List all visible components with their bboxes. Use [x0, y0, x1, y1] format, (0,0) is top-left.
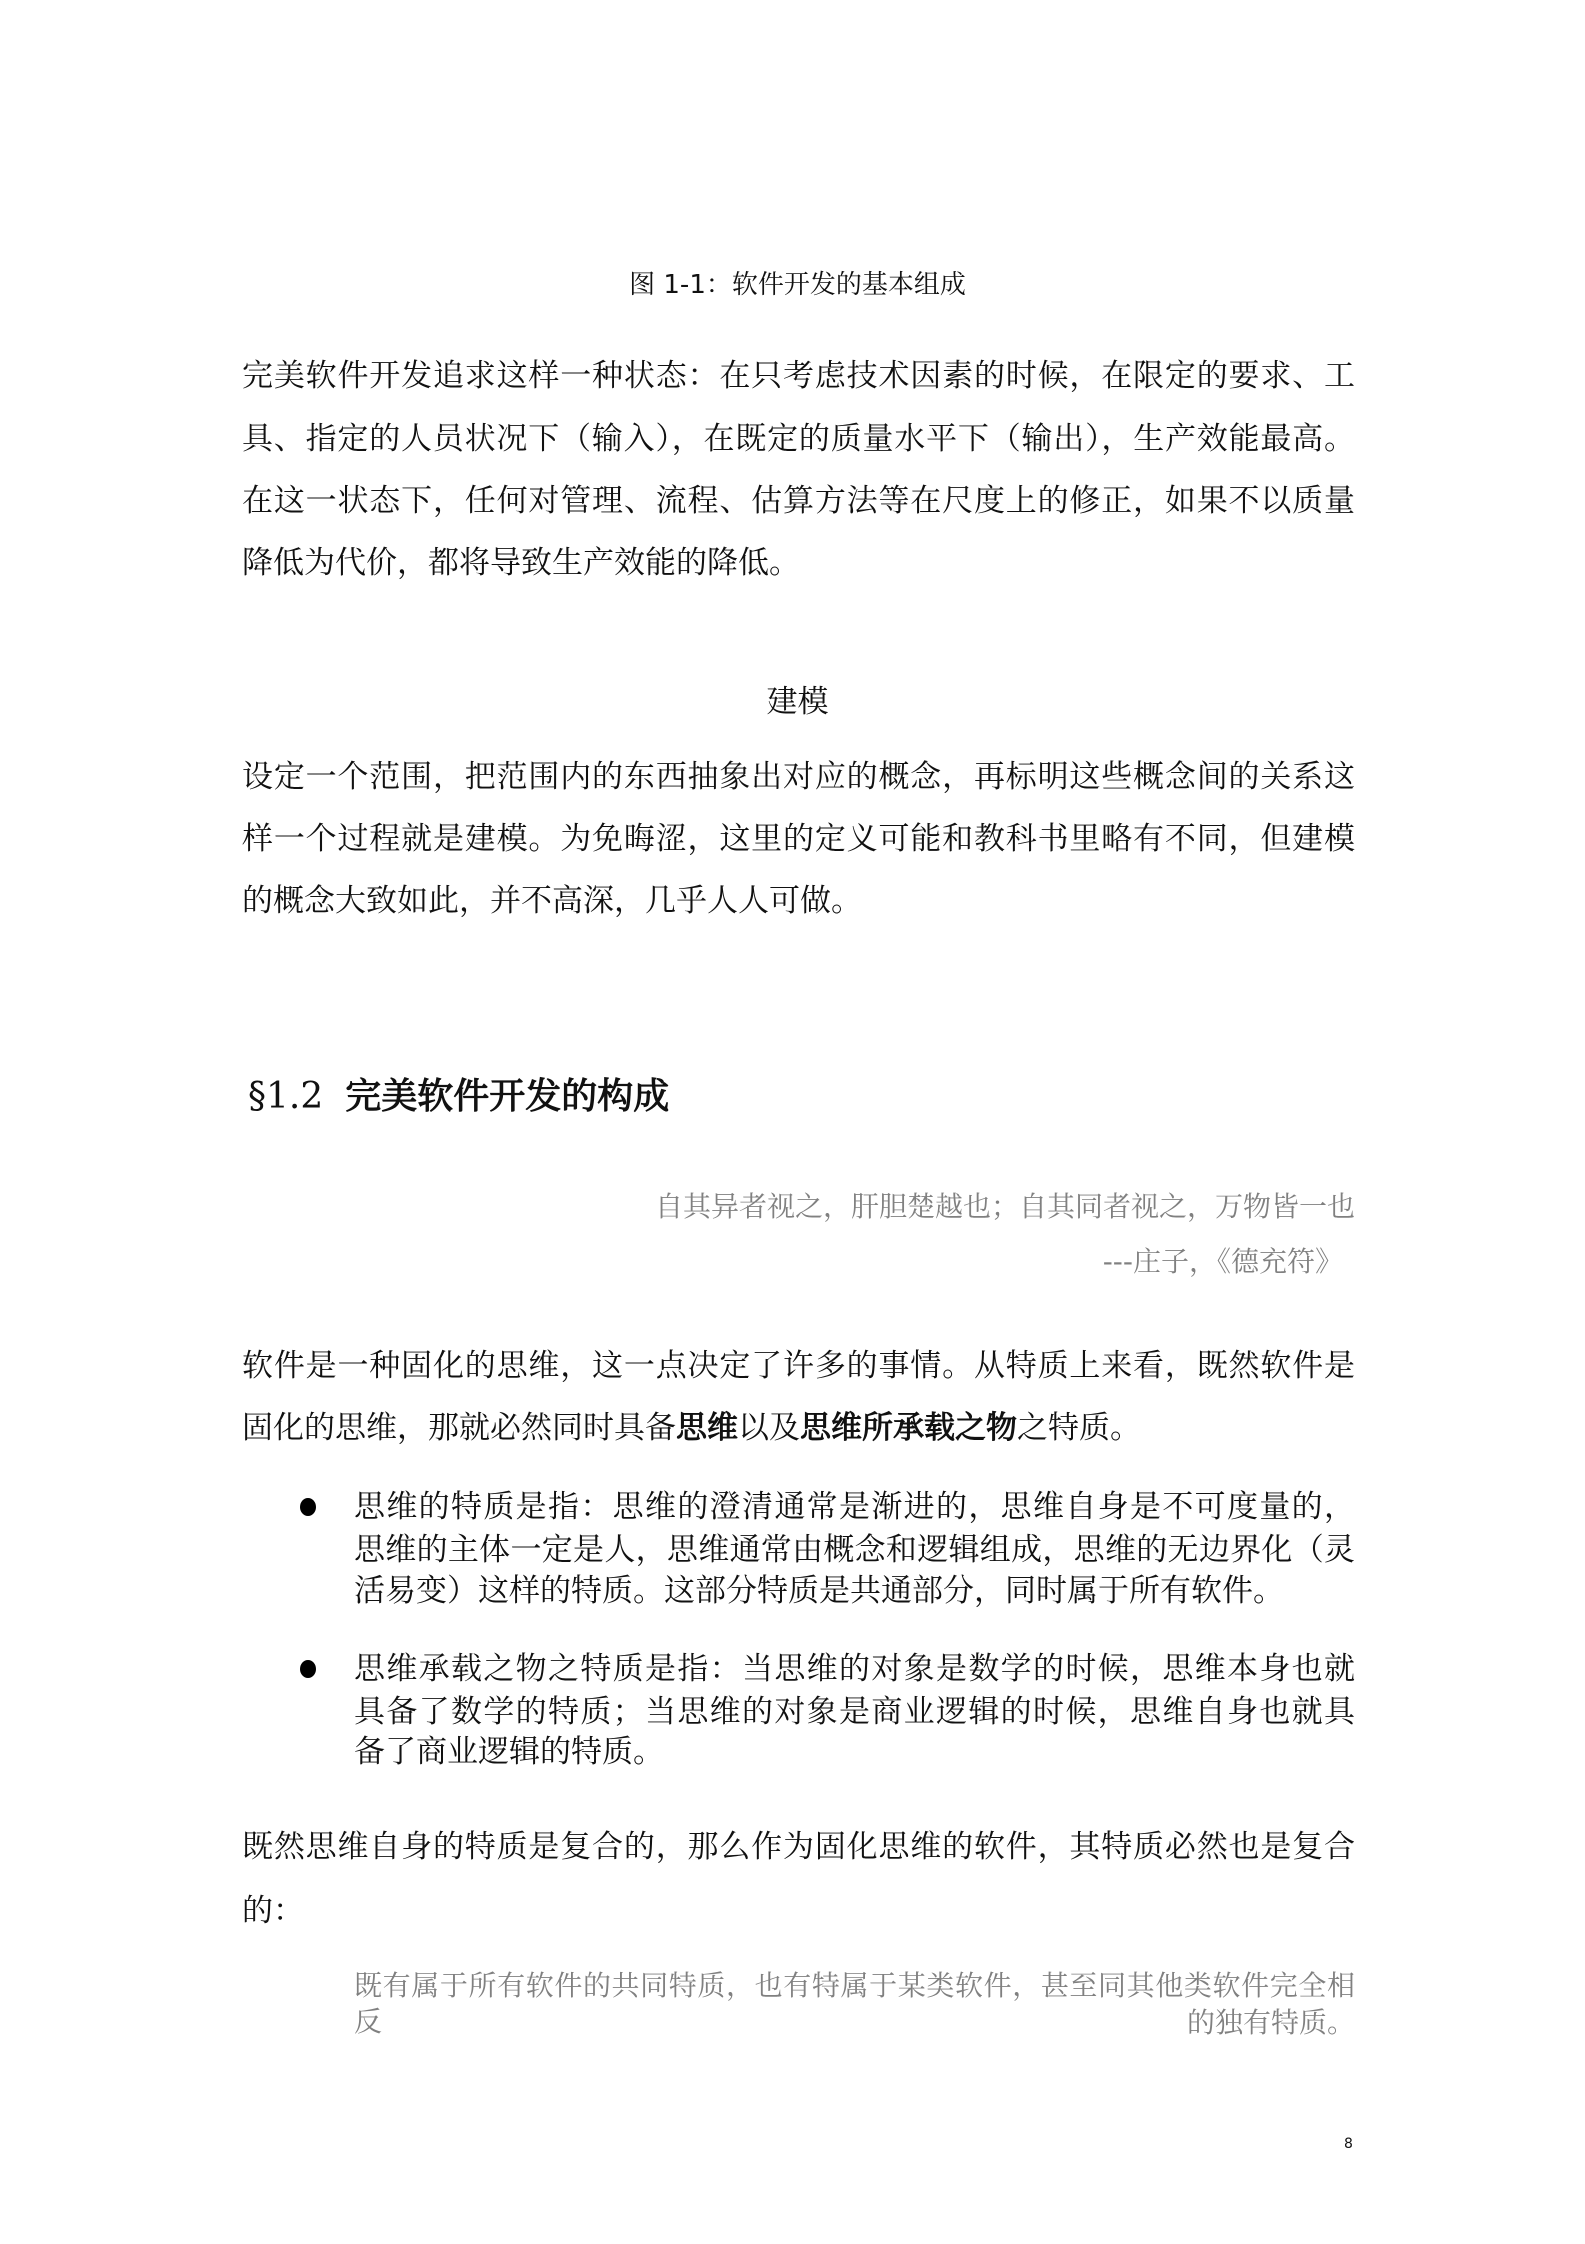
paragraph-line: 设定一个范围，把范围内的东西抽象出对应的概念，再标明这些概念间的关系这 — [242, 759, 1355, 795]
bullet-line: 思维的特质是指：思维的澄清通常是渐进的，思维自身是不可度量的， — [354, 1489, 1355, 1525]
paragraph-line: 完美软件开发追求这样一种状态：在只考虑技术因素的时候，在限定的要求、工 — [242, 358, 1355, 394]
bullet-icon — [300, 1498, 316, 1516]
text: 之特质。 — [1017, 1410, 1141, 1446]
block-quote-line: 的独有特质。 — [1186, 2006, 1355, 2039]
text: 以及 — [738, 1410, 800, 1446]
bullet-line: 备了商业逻辑的特质。 — [354, 1734, 664, 1770]
section-heading — [248, 1068, 669, 1119]
bold-text: 思维 — [676, 1410, 738, 1446]
text: 固化的思维，那就必然同时具备 — [242, 1410, 676, 1446]
bullet-line: 思维的主体一定是人，思维通常由概念和逻辑组成，思维的无边界化（灵 — [354, 1532, 1355, 1568]
bullet-icon — [300, 1660, 316, 1678]
figure-caption: 图 1-1：软件开发的基本组成 — [629, 270, 966, 300]
epigraph-quote: 自其异者视之，肝胆楚越也；自其同者视之，万物皆一也 — [654, 1190, 1355, 1223]
paragraph-line: 具、指定的人员状况下（输入），在既定的质量水平下（输出），生产效能最高。 — [242, 421, 1355, 457]
epigraph-attribution: ---庄子，《德充符》 — [1102, 1245, 1343, 1278]
subheading: 建模 — [766, 684, 829, 720]
paragraph-line: 既然思维自身的特质是复合的，那么作为固化思维的软件，其特质必然也是复合 — [242, 1829, 1355, 1865]
paragraph-line: 降低为代价，都将导致生产效能的降低。 — [242, 545, 800, 581]
section-title: 完美软件开发的构成 — [345, 1076, 670, 1117]
bullet-line: 活易变）这样的特质。这部分特质是共通部分，同时属于所有软件。 — [354, 1573, 1284, 1609]
paragraph-line: 样一个过程就是建模。为免晦涩，这里的定义可能和教科书里略有不同，但建模 — [242, 821, 1355, 857]
paragraph-line: 软件是一种固化的思维，这一点决定了许多的事情。从特质上来看，既然软件是 — [242, 1348, 1355, 1384]
block-quote-line: 既有属于所有软件的共同特质，也有特属于某类软件，甚至同其他类软件完全相反 — [354, 1969, 1355, 2038]
bullet-line: 具备了数学的特质；当思维的对象是商业逻辑的时候，思维自身也就具 — [354, 1694, 1355, 1730]
bold-text: 思维所承载之物 — [800, 1410, 1017, 1446]
paragraph-line: 在这一状态下，任何对管理、流程、估算方法等在尺度上的修正，如果不以质量 — [242, 483, 1355, 519]
page-number: 8 — [1344, 2136, 1353, 2152]
bullet-line: 思维承载之物之特质是指：当思维的对象是数学的时候，思维本身也就 — [354, 1651, 1355, 1687]
paragraph-line — [242, 1408, 1355, 1448]
paragraph-line: 的： — [242, 1893, 304, 1929]
section-number: §1.2 — [248, 1076, 324, 1117]
paragraph-line: 的概念大致如此，并不高深，几乎人人可做。 — [242, 883, 862, 919]
